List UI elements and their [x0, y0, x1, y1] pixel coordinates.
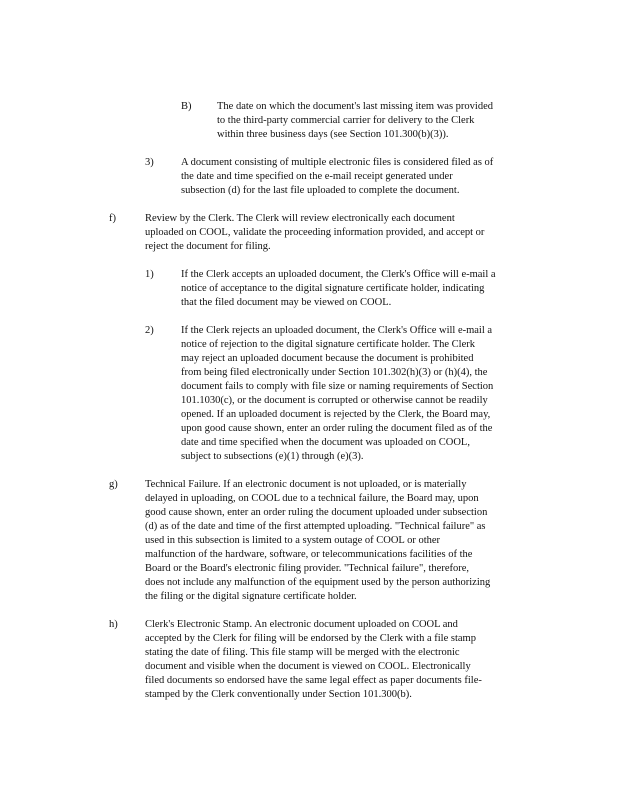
- paragraph-line: malfunction of the hardware, software, or telecommunications facilities of the: [145, 549, 473, 560]
- paragraph-line: upon good cause shown, enter an order ruling the document filed as of the: [181, 423, 493, 434]
- paragraph-line: notice of rejection to the digital signature certificate holder. The Clerk: [181, 339, 475, 350]
- paragraph-line: If the Clerk rejects an uploaded document, the Clerk's Office will e-mail a: [181, 325, 493, 336]
- paragraph-line: that the filed document may be viewed on COOL.: [181, 297, 392, 308]
- paragraph-line: subject to subsections (e)(1) through (e)(3).: [181, 451, 364, 462]
- item-label-f: f): [109, 213, 116, 224]
- paragraph-line: Board or the Board's electronic filing provider. "Technical failure", therefore,: [145, 563, 470, 574]
- paragraph-line: Review by the Clerk. The Clerk will review electronically each document: [145, 213, 455, 224]
- item-label-h: h): [109, 619, 118, 630]
- item-label-f1: 1): [145, 269, 154, 280]
- paragraph-line: A document consisting of multiple electronic files is considered filed as of: [181, 157, 494, 168]
- item-label-f2: 2): [145, 325, 154, 336]
- paragraph-line: delayed in uploading, on COOL due to a technical failure, the Board may, upon: [145, 493, 479, 504]
- paragraph-line: within three business days (see Section 101.300(b)(3)).: [217, 129, 449, 140]
- paragraph-line: Technical Failure. If an electronic document is not uploaded, or is materially: [145, 479, 467, 490]
- paragraph-line: the date and time specified on the e-mail receipt generated under: [181, 171, 453, 182]
- paragraph-line: notice of acceptance to the digital signature certificate holder, indicating: [181, 283, 485, 294]
- paragraph-line: (d) as of the date and time of the first attempted uploading. "Technical failure" as: [145, 521, 486, 532]
- paragraph-line: subsection (d) for the last file uploaded to complete the document.: [181, 185, 460, 196]
- paragraph-line: may reject an uploaded document because the document is prohibited: [181, 353, 474, 364]
- paragraph-line: Clerk's Electronic Stamp. An electronic document uploaded on COOL and: [145, 619, 458, 630]
- item-label-3: 3): [145, 157, 154, 168]
- paragraph-line: from being filed electronically under Section 101.302(h)(3) or (h)(4), the: [181, 367, 488, 378]
- paragraph-line: good cause shown, enter an order ruling the document uploaded under subsection: [145, 507, 488, 518]
- item-label-b: B): [181, 101, 192, 112]
- paragraph-line: If the Clerk accepts an uploaded document, the Clerk's Office will e-mail a: [181, 269, 496, 280]
- paragraph-line: filed documents so endorsed have the same legal effect as paper documents file-: [145, 675, 482, 686]
- paragraph-line: stating the date of filing. This file stamp will be merged with the electronic: [145, 647, 460, 658]
- paragraph-line: used in this subsection is limited to a system outage of COOL or other: [145, 535, 441, 546]
- paragraph-line: document and visible when the document is viewed on COOL. Electronically: [145, 661, 471, 672]
- paragraph-line: 101.1030(c), or the document is corrupted or otherwise cannot be readily: [181, 395, 488, 406]
- paragraph-line: stamped by the Clerk conventionally under Section 101.300(b).: [145, 689, 412, 700]
- item-label-g: g): [109, 479, 118, 490]
- paragraph-line: does not include any malfunction of the equipment used by the person authorizing: [145, 577, 491, 588]
- paragraph-line: The date on which the document's last missing item was provided: [217, 101, 494, 112]
- paragraph-line: document fails to comply with file size or naming requirements of Section: [181, 381, 494, 392]
- paragraph-line: reject the document for filing.: [145, 241, 271, 252]
- paragraph-line: opened. If an uploaded document is rejected by the Clerk, the Board may,: [181, 409, 491, 420]
- paragraph-line: to the third-party commercial carrier for delivery to the Clerk: [217, 115, 475, 126]
- paragraph-line: date and time specified when the document was uploaded on COOL,: [181, 437, 470, 448]
- paragraph-line: accepted by the Clerk for filing will be endorsed by the Clerk with a file stamp: [145, 633, 476, 644]
- paragraph-line: uploaded on COOL, validate the proceeding information provided, and accept or: [145, 227, 485, 238]
- paragraph-line: the filing or the digital signature certificate holder.: [145, 591, 357, 602]
